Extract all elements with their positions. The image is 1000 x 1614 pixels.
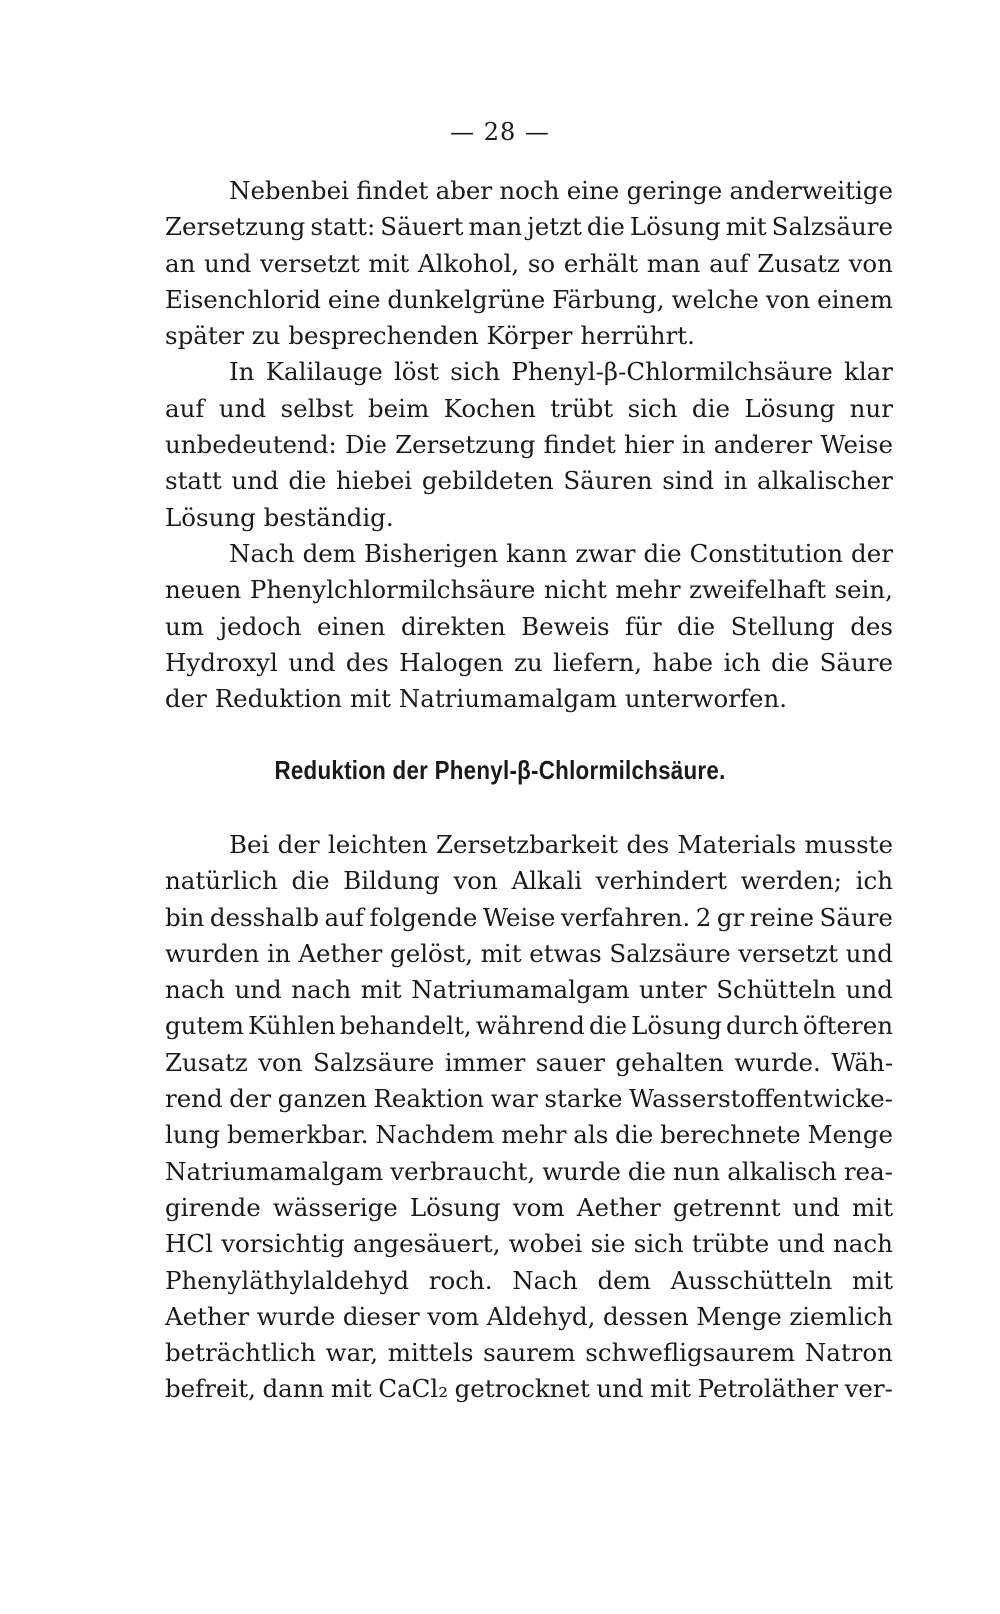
text-line: der Reduktion mit Natriumamalgam unterworfen. xyxy=(165,684,788,714)
text-line: Hydroxyl und des Halogen zu liefern, habe ich die Säure xyxy=(165,647,893,677)
text-line: rend der ganzen Reaktion war starke Wasserstoffentwicke- xyxy=(165,1084,893,1114)
text-line: wurden in Aether gelöst, mit etwas Salzsäure versetzt und xyxy=(165,938,893,968)
text-line: Phenyläthylaldehyd roch. Nach dem Ausschütteln mit xyxy=(165,1265,893,1295)
text-line: später zu besprechenden Körper herrührt. xyxy=(165,321,695,351)
text-line: Aether wurde dieser vom Aldehyd, dessen Menge ziemlich xyxy=(165,1301,893,1331)
text-line: Zersetzung statt: Säuert man jetzt die Lösung mit Salzsäure xyxy=(165,212,893,242)
text-line: unbedeutend: Die Zersetzung findet hier in anderer Weise xyxy=(165,430,893,460)
text-line: an und versetzt mit Alkohol, so erhält man auf Zusatz von xyxy=(165,248,893,278)
text-line: beträchtlich war, mittels saurem schwefligsaurem Natron xyxy=(165,1338,893,1368)
text-line: In Kalilauge löst sich Phenyl-β-Chlormilchsäure klar xyxy=(229,357,893,387)
text-line: Zusatz von Salzsäure immer sauer gehalten wurde. Wäh- xyxy=(165,1047,893,1077)
text-line: bin desshalb auf folgende Weise verfahren. 2 gr reine Säure xyxy=(165,902,893,932)
text-line: um jedoch einen direkten Beweis für die Stellung des xyxy=(165,611,893,641)
text-line: befreit, dann mit CaCl₂ getrocknet und mit Petroläther ver- xyxy=(165,1374,893,1404)
text-line: lung bemerkbar. Nachdem mehr als die berechnete Menge xyxy=(165,1120,893,1150)
text-line: Lösung beständig. xyxy=(165,502,394,532)
text-line: statt und die hiebei gebildeten Säuren sind in alkalischer xyxy=(165,466,893,496)
text-line: gutem Kühlen behandelt, während die Lösung durch öfteren xyxy=(165,1011,893,1041)
text-line: Bei der leichten Zersetzbarkeit des Materials musste xyxy=(229,830,893,859)
text-line: nach und nach mit Natriumamalgam unter Schütteln und xyxy=(165,975,893,1005)
text-line: Eisenchlorid eine dunkelgrüne Färbung, welche von einem xyxy=(165,284,893,314)
text-line: girende wässerige Lösung vom Aether getrennt und mit xyxy=(165,1192,893,1222)
text-line: auf und selbst beim Kochen trübt sich die Lösung nur xyxy=(165,393,893,423)
paragraph-block-2 xyxy=(165,827,893,1408)
section-heading: Reduktion der Phenyl-β-Chlormilchsäure. xyxy=(274,755,726,785)
text-line: HCl vorsichtig angesäuert, wobei sie sich trübte und nach xyxy=(165,1229,893,1259)
text-line: neuen Phenylchlormilchsäure nicht mehr zweifelhaft sein, xyxy=(165,575,893,605)
text-line: Nach dem Bisherigen kann zwar die Constitution der xyxy=(229,538,893,568)
text-line: Natriumamalgam verbraucht, wurde die nun alkalisch rea- xyxy=(165,1156,893,1186)
text-line: natürlich die Bildung von Alkali verhindert werden; ich xyxy=(165,866,893,896)
text-line: Nebenbei findet aber noch eine geringe anderweitige xyxy=(229,176,893,205)
paragraph-block-1 xyxy=(165,173,893,717)
page-number: — 28 — xyxy=(450,118,550,146)
